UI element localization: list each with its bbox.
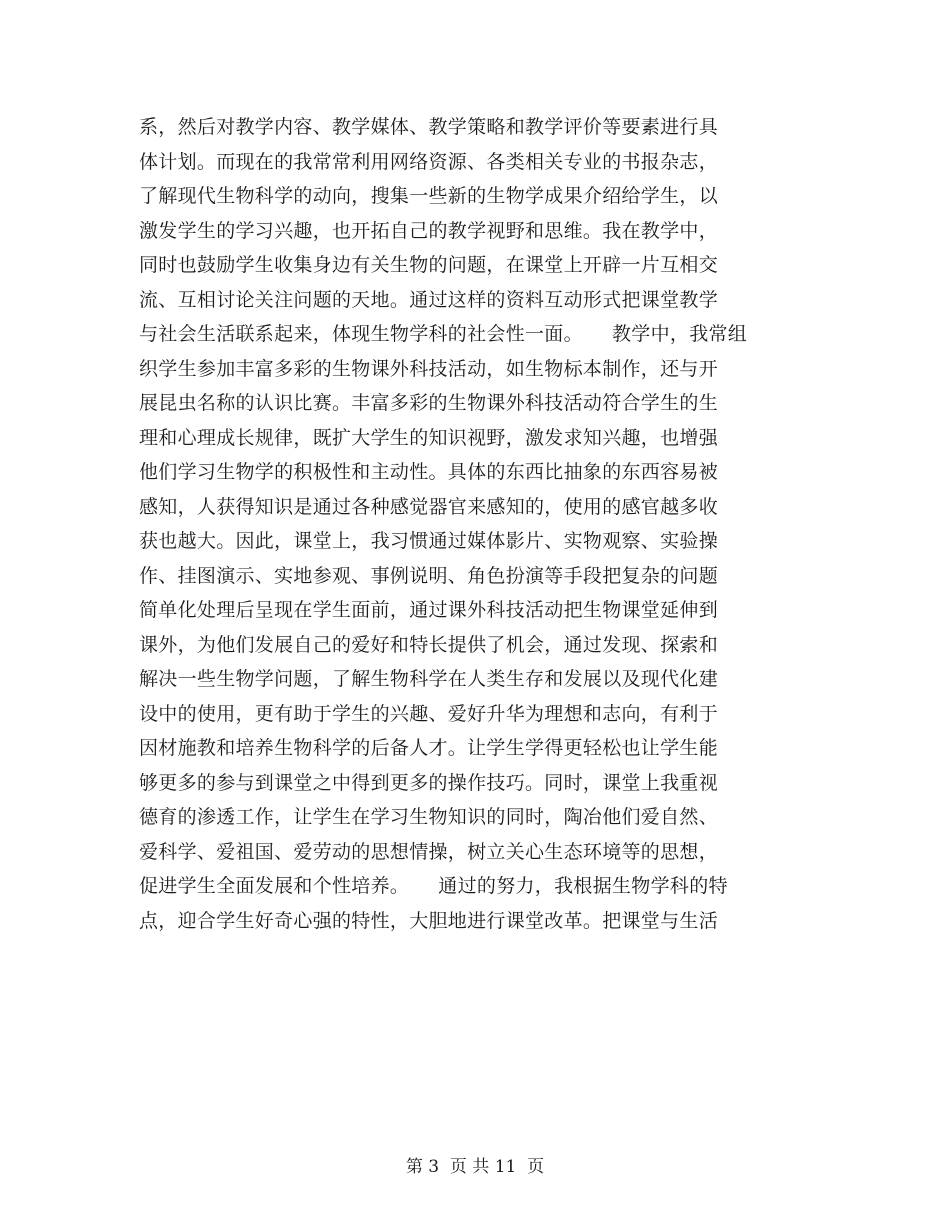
text-line: 爱科学、爱祖国、爱劳动的思想情操，树立关心生态环境等的思想， bbox=[139, 840, 719, 863]
text-line: 织学生参加丰富多彩的生物课外科技活动，如生物标本制作，还与开 bbox=[139, 357, 719, 380]
text-line: 激发学生的学习兴趣，也开拓自己的教学视野和思维。我在教学中， bbox=[139, 219, 719, 242]
text-line: 设中的使用，更有助于学生的兴趣、爱好升华为理想和志向，有利于 bbox=[139, 702, 719, 725]
text-line: 感知，人获得知识是通过各种感觉器官来感知的，使用的感官越多收 bbox=[139, 495, 719, 518]
text-line: 与社会生活联系起来，体现生物学科的社会性一面。 教学中，我常组 bbox=[139, 323, 748, 345]
text-line: 理和心理成长规律，既扩大学生的知识视野，激发求知兴趣，也增强 bbox=[139, 426, 719, 449]
text-line: 德育的渗透工作，让学生在学习生物知识的同时，陶冶他们爱自然、 bbox=[139, 806, 719, 828]
text-line: 促进学生全面发展和个性培养。 通过的努力，我根据生物学科的特 bbox=[139, 875, 728, 897]
text-line: 点，迎合学生好奇心强的特性，大胆地进行课堂改革。把课堂与生活 bbox=[139, 909, 719, 932]
text-line: 体计划。而现在的我常常利用网络资源、各类相关专业的书报杂志， bbox=[139, 150, 719, 173]
text-line: 够更多的参与到课堂之中得到更多的操作技巧。同时，课堂上我重视 bbox=[139, 771, 719, 794]
text-line: 课外，为他们发展自己的爱好和特长提供了机会，通过发现、探索和 bbox=[139, 633, 719, 656]
text-line: 因材施教和培养生物科学的后备人才。让学生学得更轻松也让学生能 bbox=[139, 737, 719, 759]
text-line: 了解现代生物科学的动向，搜集一些新的生物学成果介绍给学生，以 bbox=[139, 185, 719, 207]
text-line: 解决一些生物学问题，了解生物科学在人类生存和发展以及现代化建 bbox=[139, 668, 719, 690]
text-line: 系，然后对教学内容、教学媒体、教学策略和教学评价等要素进行具 bbox=[139, 116, 719, 138]
body-text bbox=[139, 110, 839, 938]
text-line: 流、互相讨论关注问题的天地。通过这样的资料互动形式把课堂教学 bbox=[139, 288, 719, 311]
text-line: 同时也鼓励学生收集身边有关生物的问题，在课堂上开辟一片互相交 bbox=[139, 254, 719, 276]
text-line: 获也越大。因此，课堂上，我习惯通过媒体影片、实物观察、实验操 bbox=[139, 530, 719, 552]
text-line: 作、挂图演示、实地参观、事例说明、角色扮演等手段把复杂的问题 bbox=[139, 564, 719, 587]
text-line: 简单化处理后呈现在学生面前，通过课外科技活动把生物课堂延伸到 bbox=[139, 599, 719, 621]
page-number-footer: 第 3 页 共 11 页 bbox=[405, 1157, 545, 1177]
text-line: 他们学习生物学的积极性和主动性。具体的东西比抽象的东西容易被 bbox=[139, 461, 719, 483]
text-line: 展昆虫名称的认识比赛。丰富多彩的生物课外科技活动符合学生的生 bbox=[139, 392, 719, 414]
